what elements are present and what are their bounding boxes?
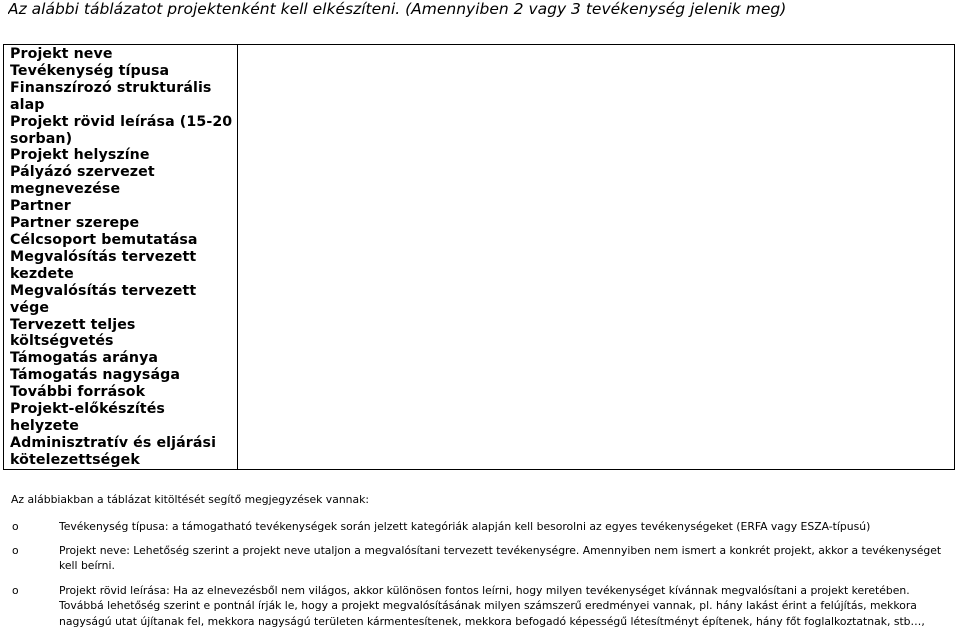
table-label: További források [10,384,235,401]
note-line: Projekt rövid leírása: Ha az elnevezésből nem világos, akkor különösen fontos leírni, hogy milyen tevékenységet kívánnak megvalósítani a projekt keretében. [59,583,955,599]
note-item [11,543,955,574]
table-label: Támogatás nagysága [10,367,235,384]
table-label: Megvalósítás tervezett [10,249,235,266]
note-line: kell beírni. [59,558,955,574]
table-label: Célcsoport bemutatása [10,232,235,249]
table-label: Projekt-előkészítés [10,401,235,418]
note-item [11,519,955,535]
table-label: Projekt helyszíne [10,147,235,164]
table-label: költségvetés [10,333,235,350]
project-table [3,44,955,470]
table-label: Projekt neve [10,46,235,63]
bullet-icon: o [12,583,19,599]
table-label: Projekt rövid leírása (15-20 [10,114,235,131]
table-label: Tevékenység típusa [10,63,235,80]
table-label: alap [10,97,235,114]
table-label: helyzete [10,418,235,435]
table-label: Partner szerepe [10,215,235,232]
table-label: megnevezése [10,181,235,198]
table-label: kezdete [10,266,235,283]
bullet-icon: o [12,543,19,559]
note-line: nagyságú utat újítanak fel, mekkora nagyságú területen kármentesítenek, mekkora befogadó képességű létesítményt építenek, hány főt foglalkoztatnak, stb…, [59,614,955,629]
table-label: vége [10,300,235,317]
notes-section [11,493,955,629]
table-label: Tervezett teljes [10,317,235,334]
table-label: Partner [10,198,235,215]
table-label: Megvalósítás tervezett [10,283,235,300]
table-label: Finanszírozó strukturális [10,80,235,97]
note-line: Tevékenység típusa: a támogatható tevékenységek során jelzett kategóriák alapján kell besorolni az egyes tevékenységeket (ERFA vagy ESZA-típusú) [59,519,955,535]
note-line: Továbbá lehetőség szerint e pontnál írják le, hogy a projekt megvalósításának milyen számszerű eredményei vannak, pl. hány lakást érint a felújítás, mekkora [59,598,955,614]
intro-text: Az alábbi táblázatot projektenként kell elkészíteni. (Amennyiben 2 vagy 3 tevékenység jelenik meg) [8,0,953,18]
bullet-icon: o [12,519,19,535]
label-column [4,45,238,470]
notes-heading: Az alábbiakban a táblázat kitöltését segítő megjegyzések vannak: [11,493,955,506]
note-item [11,583,955,629]
table-label: Támogatás aránya [10,350,235,367]
table-label: Pályázó szervezet [10,164,235,181]
note-line: Projekt neve: Lehetőség szerint a projekt neve utaljon a megvalósítani tervezett tevékenységre. Amennyiben nem ismert a konkrét projekt, akkor a tevékenységet [59,543,955,559]
table-label: Adminisztratív és eljárási [10,435,235,452]
table-label: sorban) [10,131,235,148]
value-cell[interactable] [238,45,955,470]
table-label: kötelezettségek [10,452,235,469]
